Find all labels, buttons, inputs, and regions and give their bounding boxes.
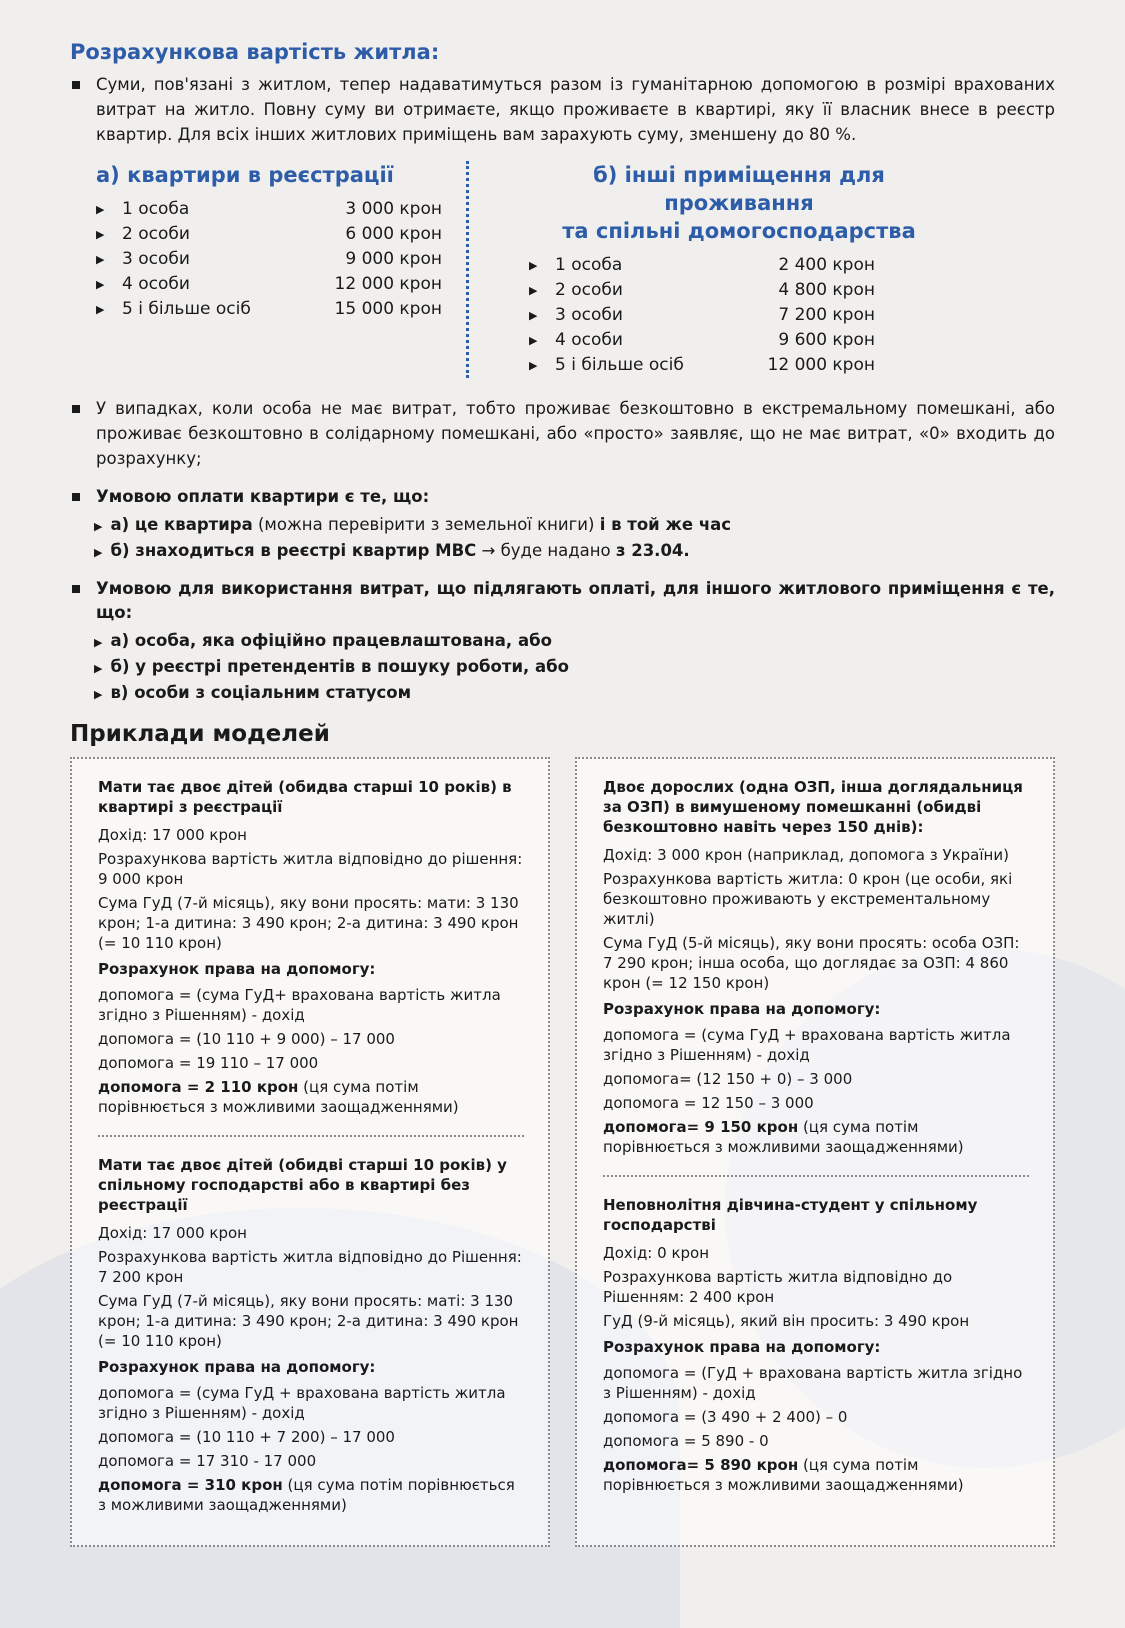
arrow-icon: ▶	[94, 636, 103, 649]
page-title: Розрахункова вартість житла:	[70, 40, 440, 64]
condition-title: Умовою для використання витрат, що підлягають оплаті, для іншого житлового приміщення є те, що:	[70, 577, 1055, 625]
condition-item: ▶ в) особи з соціальним статусом	[94, 683, 412, 702]
arrow-icon: ▶	[94, 546, 103, 559]
rate-row: ▶ 2 особи 6 000 крон	[96, 222, 466, 247]
example-3: Двоє дорослих (одна ОЗП, інша доглядальниця за ОЗП) в вимушеному помешканні (обидві безкоштовно навіть через 150 днів): Дохід: 3 000 крон (наприклад, допомога з України) Розрахункова вартість житла: 0 крон (це особи, які безкоштовно проживають у екстрементальному житлі) Сума ГуД (5-й місяць), яку вони просять: особа ОЗП: 7 290 крон; інша особа, що доглядає за ОЗП: 4 860 крон (= 12 150 крон) Розрахунок права на допомогу: допомога = (сума ГуД + врахована вартість житла згідно з Рішенням) - дохід допомога= (12 150 + 0) – 3 000 допомога = 12 150 – 3 000 допомога= 9 150 крон (ця сума потім порівнюється з можливими заощадженнями)	[603, 777, 1029, 1157]
arrow-icon: ▶	[529, 309, 538, 322]
arrow-icon: ▶	[96, 278, 105, 291]
arrow-icon: ▶	[529, 284, 538, 297]
examples-box-left	[70, 757, 550, 1547]
arrow-icon: ▶	[96, 303, 105, 316]
examples-box-right	[575, 757, 1055, 1547]
apartment-condition	[70, 485, 1055, 565]
divider	[603, 1175, 1029, 1177]
registered-apartments-column	[70, 161, 469, 378]
arrow-icon: ▶	[529, 259, 538, 272]
arrow-icon: ▶	[96, 253, 105, 266]
example-2: Мати тає двоє дітей (обидві старші 10 років) у спільному господарстві або в квартирі без реєстрації Дохід: 17 000 крон Розрахункова вартість житла відповідно до Рішення: 7 200 крон Сума ГуД (7-й місяць), яку вони просять: маті: 3 130 крон; 1-а дитина: 3 490 крон; 2-а дитина: 3 490 крон (= 10 110 крон) Розрахунок права на допомогу: допомога = (сума ГуД + врахована вартість житла згідно з Рішенням) - дохід допомога = (10 110 + 7 200) – 17 000 допомога = 17 310 - 17 000 допомога = 310 крон (ця сума потім порівнюється з можливими заощадженнями)	[98, 1155, 524, 1515]
intro-paragraph: Суми, пов'язані з житлом, тепер надаватимуться разом із гуманітарною допомогою в розмірі врахованих витрат на житло. Повну суму ви отримаєте, якщо проживаєте в квартирі, яку її власник внесе в реєстр квартир. Для всіх інших житлових приміщень вам зарахують суму, зменшену до 80 %.	[70, 72, 1055, 147]
other-housing-condition	[70, 577, 1055, 707]
arrow-icon: ▶	[96, 228, 105, 241]
divider	[98, 1135, 524, 1137]
condition-item: ▶ а) особа, яка офіційно працевлаштована, або	[94, 631, 552, 650]
rate-row: ▶ 2 особи 4 800 крон	[529, 278, 949, 303]
arrow-icon: ▶	[94, 662, 103, 675]
rate-row: ▶ 5 і більше осіб 15 000 крон	[96, 297, 466, 322]
arrow-icon: ▶	[529, 359, 538, 372]
arrow-icon: ▶	[94, 520, 103, 533]
rate-row: ▶ 3 особи 7 200 крон	[529, 303, 949, 328]
example-result: допомога= 9 150 крон (ця сума потім порівнюється з можливими заощадженнями)	[603, 1118, 964, 1156]
example-1: Мати тає двоє дітей (обидва старші 10 років) в квартирі з реєстрації Дохід: 17 000 крон Розрахункова вартість житла відповідно до рішення: 9 000 крон Сума ГуД (7-й місяць), яку вони просять: мати: 3 130 крон; 1-а дитина: 3 490 крон; 2-а дитина: 3 490 крон (= 10 110 крон) Розрахунок права на допомогу: допомога = (сума ГуД+ врахована вартість житла згідно з Рішенням) - дохід допомога = (10 110 + 9 000) – 17 000 допомога = 19 110 – 17 000 допомога = 2 110 крон (ця сума потім порівнюється з можливими заощадженнями)	[98, 778, 523, 1116]
examples-title: Приклади моделей	[70, 721, 330, 747]
rate-row: ▶ 1 особа 2 400 крон	[529, 253, 949, 278]
other-housing-column	[529, 161, 949, 378]
rate-row: ▶ 1 особа 3 000 крон	[96, 197, 466, 222]
example-result: допомога= 5 890 крон (ця сума потім порівнюється з можливими заощадженнями)	[603, 1456, 964, 1494]
column-heading: а) квартири в реєстрації	[96, 163, 394, 187]
rate-row: ▶ 4 особи 9 600 крон	[529, 328, 949, 353]
examples-boxes	[70, 757, 1055, 1547]
arrow-icon: ▶	[529, 334, 538, 347]
condition-item: ▶ б) у реєстрі претендентів в пошуку роботи, або	[94, 657, 570, 676]
condition-title: Умовою оплати квартири є те, що:	[70, 485, 1055, 509]
condition-item: ▶ б) знаходиться в реєстрі квартир МВС → буде надано з 23.04.	[94, 541, 690, 560]
zero-cost-note: У випадках, коли особа не має витрат, тобто проживає безкоштовно в екстремальному помешкані, або проживає безкоштовно в солідарному помешкані, або «просто» заявляє, що не має витрат, «0» входить до розрахунку;	[70, 396, 1055, 471]
rate-row: ▶ 4 особи 12 000 крон	[96, 272, 466, 297]
rates-columns	[70, 161, 1055, 378]
arrow-icon: ▶	[94, 688, 103, 701]
example-4: Неповнолітня дівчина-студент у спільному господарстві Дохід: 0 крон Розрахункова вартість житла відповідно до Рішенням: 2 400 крон ГуД (9-й місяць), який він просить: 3 490 крон Розрахунок права на допомогу: допомога = (ГуД + врахована вартість житла згідно з Рішенням) - дохід допомога = (3 490 + 2 400) – 0 допомога = 5 890 - 0 допомога= 5 890 крон (ця сума потім порівнюється з можливими заощадженнями)	[603, 1195, 1029, 1495]
example-result: допомога = 2 110 крон (ця сума потім порівнюється з можливими заощадженнями)	[98, 1078, 459, 1116]
condition-item: ▶ а) це квартира (можна перевірити з земельної книги) і в той же час	[94, 515, 732, 534]
arrow-icon: ▶	[96, 203, 105, 216]
example-result: допомога = 310 крон (ця сума потім порівнюється з можливими заощадженнями)	[98, 1476, 515, 1514]
rate-row: ▶ 3 особи 9 000 крон	[96, 247, 466, 272]
column-heading: б) інші приміщення для проживання та спільні домогосподарства	[562, 163, 916, 243]
rate-row: ▶ 5 і більше осіб 12 000 крон	[529, 353, 949, 378]
rates-list	[529, 253, 949, 378]
rates-list	[96, 197, 466, 322]
